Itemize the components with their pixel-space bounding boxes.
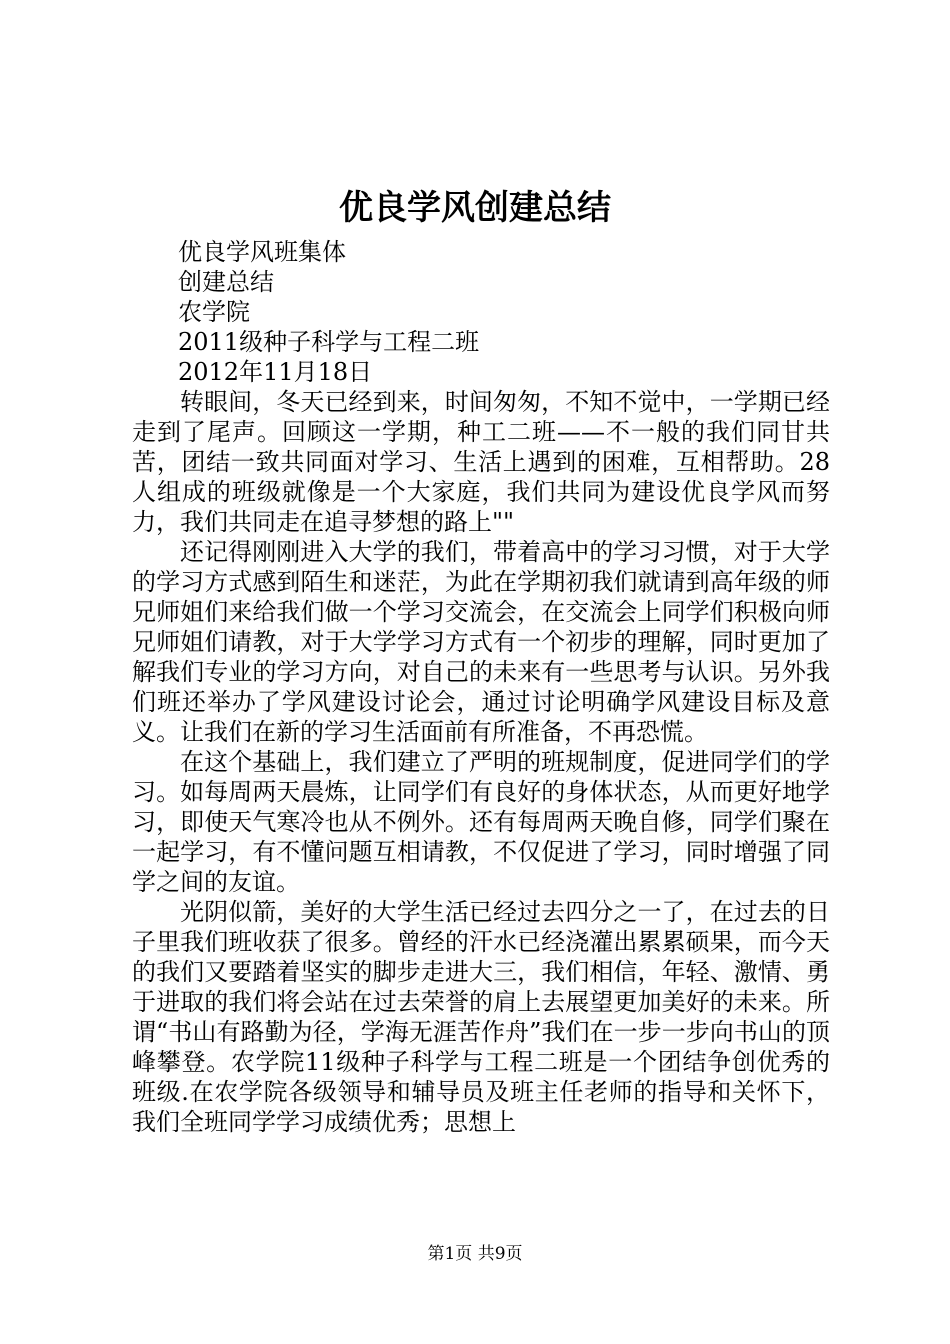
document-title: 优良学风创建总结 (339, 188, 611, 228)
paragraph: 转眼间，冬天已经到来，时间匆匆，不知不觉中，一学期已经走到了尾声。回顾这一学期，种工二班——不一般的我们同甘共苦，团结一致共同面对学习、生活上遇到的困难，互相帮助。28人组成的班级就像是一个大家庭，我们共同为建设优良学风而努力，我们共同走在追寻梦想的路上"" (132, 388, 830, 536)
meta-line-class: 优良学风班集体 (178, 238, 346, 266)
paragraph: 还记得刚刚进入大学的我们，带着高中的学习习惯，对于大学的学习方式感到陌生和迷茫，为此在学期初我们就请到高年级的师兄师姐们来给我们做一个学习交流会，在交流会上同学们积极向师兄师姐们请教，对于大学学习方式有一个初步的理解，同时更加了解我们专业的学习方向，对自己的未来有一些思考与认识。另外我们班还举办了学风建设讨论会，通过讨论明确学风建设目标及意义。让我们在新的学习生活面前有所准备，不再恐慌。 (132, 538, 830, 746)
meta-line-subject: 创建总结 (178, 268, 274, 296)
document-body (132, 237, 830, 1137)
meta-line-date: 2012年11月18日 (178, 358, 373, 386)
meta-line-class-name: 2011级种子科学与工程二班 (178, 328, 480, 356)
paragraph: 在这个基础上，我们建立了严明的班规制度，促进同学们的学习。如每周两天晨炼，让同学们有良好的身体状态，从而更好地学习，即使天气寒冷也从不例外。还有每周两天晚自修，同学们聚在一起学习，有不懂问题互相请教，不仅促进了学习，同时增强了同学之间的友谊。 (132, 748, 830, 896)
meta-line-college: 农学院 (178, 298, 250, 326)
page-footer: 第1页 共9页 (427, 1244, 523, 1264)
paragraph: 光阴似箭，美好的大学生活已经过去四分之一了，在过去的日子里我们班收获了很多。曾经的汗水已经浇灌出累累硕果，而今天的我们又要踏着坚实的脚步走进大三，我们相信，年轻、激情、勇于进取的我们将会站在过去荣誉的肩上去展望更加美好的未来。所谓“书山有路勤为径，学海无涯苦作舟”我们在一步一步向书山的顶峰攀登。农学院11级种子科学与工程二班是一个团结争创优秀的班级.在农学院各级领导和辅导员及班主任老师的指导和关怀下，我们全班同学学习成绩优秀；思想上 (132, 898, 830, 1136)
